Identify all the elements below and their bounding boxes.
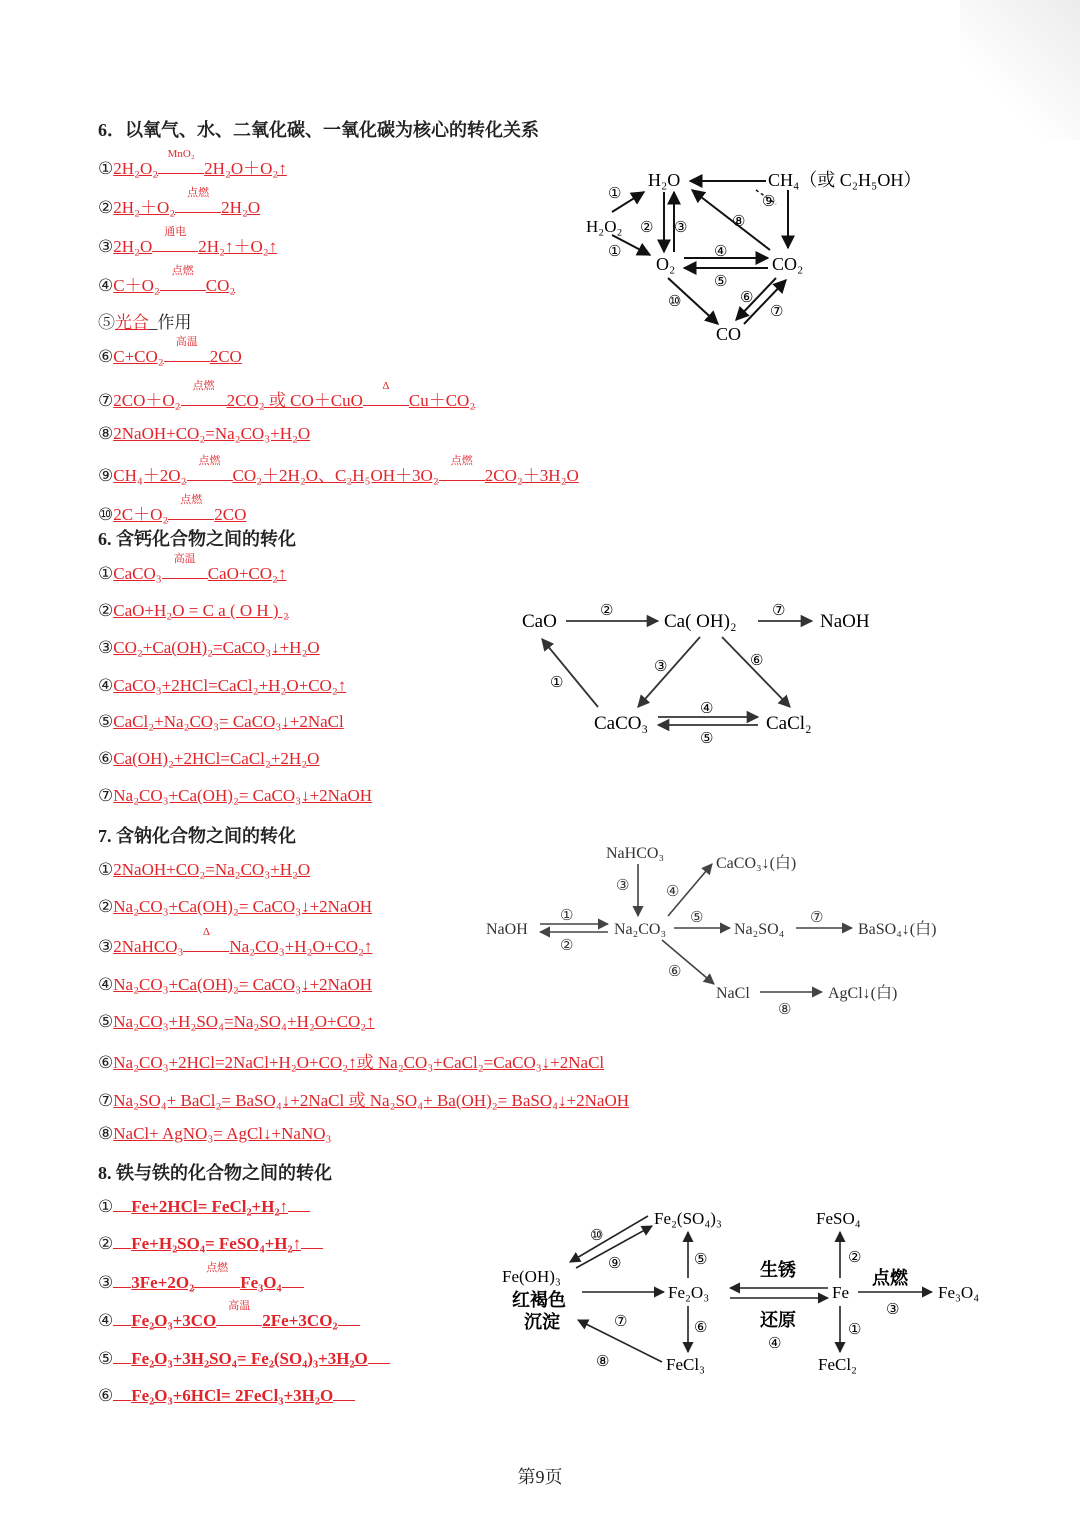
equation-text: 2CO₂ 或 CO＋CuO xyxy=(226,391,363,410)
blank-underline xyxy=(113,1311,131,1326)
node-h2o: H₂O xyxy=(648,170,681,190)
label-5: ⑤ xyxy=(690,910,704,926)
equation-text: 2CO₂＋3H₂O xyxy=(484,466,579,485)
equation-number: ⑤ xyxy=(98,313,115,332)
label-6: ⑥ xyxy=(694,1320,708,1336)
label-3: ③ xyxy=(674,220,688,236)
label-rust: 生锈 xyxy=(760,1260,796,1280)
equation-number: ⑧ xyxy=(98,1124,114,1143)
condition-line xyxy=(168,510,214,520)
equation-number: ⑥ xyxy=(98,749,114,768)
node-naoh: NaOH xyxy=(820,611,870,632)
label-8: ⑧ xyxy=(732,214,746,230)
label-red-brown: 红褐色 xyxy=(512,1290,566,1310)
reaction-condition xyxy=(160,265,206,296)
equation-row xyxy=(98,676,346,696)
equation-number: ② xyxy=(98,1234,114,1253)
condition-text: 高温 xyxy=(228,1300,251,1312)
label-9: ⑨ xyxy=(608,1256,622,1272)
node-fe2so43: Fe₂(SO₄)₃ xyxy=(654,1209,722,1228)
node-nacl: NaCl xyxy=(716,985,750,1002)
equation-text: CaCO₃+2HCl=CaCl₂+H₂O+CO₂↑ xyxy=(113,676,347,695)
equation-number: ⑥ xyxy=(98,1053,114,1072)
equation-text: CO₂+Ca(OH)₂=CaCO₃↓+H₂O xyxy=(113,638,320,657)
label-8: ⑧ xyxy=(596,1354,610,1370)
blank-underline xyxy=(113,1197,131,1212)
node-co2: CO₂ xyxy=(772,254,804,274)
page-number: 第9页 xyxy=(517,1467,563,1487)
node-na2so4: Na₂SO₄ xyxy=(734,921,785,938)
equation-number: ⑦ xyxy=(98,786,114,805)
calcium-diagram xyxy=(520,595,900,745)
equation-text: Na₂CO₃+H₂O+CO₂↑ xyxy=(229,937,373,956)
equation-text: Fe+2HCl= FeCl₂+H₂↑ xyxy=(131,1197,289,1216)
equation-number: ③ xyxy=(98,237,114,256)
arrow-co2-to-h2o xyxy=(692,190,770,250)
equation-number: ④ xyxy=(98,1311,114,1330)
condition-text: 通电 xyxy=(164,226,187,238)
section-title: 6. 含钙化合物之间的转化 xyxy=(98,529,296,549)
equation-text: CH₄＋2O₂ xyxy=(113,466,187,485)
equation-text: 2NaHCO₃ xyxy=(113,937,184,956)
arrow-caoh2-to-caco3 xyxy=(638,637,700,707)
reaction-condition xyxy=(152,226,198,257)
node-baso4-white: BaSO₄↓(白) xyxy=(858,921,937,938)
equation-row xyxy=(98,1012,375,1032)
node-nahco3: NaHCO₃ xyxy=(606,845,665,862)
section-title: 6．以氧气、水、二氧化碳、一氧化碳为核心的转化关系 xyxy=(98,120,539,140)
condition-line xyxy=(158,164,204,174)
condition-text: 点燃 xyxy=(192,380,215,392)
condition-line xyxy=(162,569,208,579)
equation-number: ④ xyxy=(98,975,114,994)
equation-row xyxy=(98,424,310,444)
equation-text: CO₂＋2H₂O、C₂H₅OH＋3O₂ xyxy=(232,466,439,485)
label-4: ④ xyxy=(700,701,714,717)
label-5: ⑤ xyxy=(700,731,714,747)
equation-text: Fe₂O₃+3H₂SO₄= Fe₂(SO₄)₃+3H₂O xyxy=(131,1349,368,1368)
equation-row xyxy=(98,226,278,257)
oxygen-cycle-diagram xyxy=(580,160,960,350)
reaction-condition xyxy=(216,1300,262,1331)
equation-row xyxy=(98,1386,355,1406)
label-6: ⑥ xyxy=(750,653,764,669)
equation-row xyxy=(98,148,287,179)
equation-number: ① xyxy=(98,159,114,178)
node-fecl2: FeCl₂ xyxy=(818,1355,857,1374)
node-naoh: NaOH xyxy=(486,921,528,938)
equation-number: ⑥ xyxy=(98,1386,114,1405)
equation-row xyxy=(98,380,476,411)
blank-underline xyxy=(368,1349,390,1364)
node-fe3o4: Fe₃O₄ xyxy=(938,1283,980,1302)
condition-text: 点燃 xyxy=(180,494,203,506)
equation-text: 3Fe+2O₂ xyxy=(131,1273,195,1292)
equation-text: Fe+H₂SO₄= FeSO₄+H₂↑ xyxy=(131,1234,302,1253)
node-caco3: CaCO₃ xyxy=(594,713,649,734)
reaction-condition xyxy=(158,148,204,179)
arrow-caoh2-to-cacl2 xyxy=(722,637,790,707)
equation-number: ③ xyxy=(98,937,114,956)
label-7: ⑦ xyxy=(614,1314,628,1330)
equation-row xyxy=(98,975,372,995)
equation-number: ⑩ xyxy=(98,505,114,524)
blank-underline xyxy=(113,1386,131,1401)
label-1a: ① xyxy=(608,186,622,202)
reaction-condition xyxy=(162,553,208,584)
reaction-condition xyxy=(187,455,233,486)
equation-row xyxy=(98,1197,310,1217)
blank-underline xyxy=(282,1273,304,1288)
equation-row xyxy=(98,897,372,917)
label-6: ⑥ xyxy=(740,290,754,306)
blank-underline xyxy=(338,1311,360,1326)
condition-line xyxy=(175,203,221,213)
equation-number: ④ xyxy=(98,676,114,695)
equation-number: ③ xyxy=(98,1273,114,1292)
equation-row xyxy=(98,187,261,218)
node-caoh2: Ca( OH)₂ xyxy=(664,611,737,632)
equation-text: 2NaOH+CO₂=Na₂CO₃+H₂O xyxy=(113,860,311,879)
node-cacl2: CaCl₂ xyxy=(766,713,812,734)
equation-text: _作用 xyxy=(149,313,192,332)
equation-text: CaCl₂+Na₂CO₃= CaCO₃↓+2NaCl xyxy=(113,712,344,731)
node-caco3-white: CaCO₃↓(白) xyxy=(716,855,797,872)
label-4: ④ xyxy=(768,1336,782,1352)
node-feoh3: Fe(OH)₃ xyxy=(502,1267,561,1286)
node-o2: O₂ xyxy=(656,254,676,274)
condition-text: 高温 xyxy=(173,553,196,565)
condition-line xyxy=(160,281,206,291)
equation-text: CaCO₃ xyxy=(113,564,162,583)
label-10: ⑩ xyxy=(590,1228,604,1244)
equation-row xyxy=(98,1234,323,1254)
reaction-condition xyxy=(175,187,221,218)
equation-number: ① xyxy=(98,564,114,583)
equation-row xyxy=(98,926,373,957)
page-corner-shadow xyxy=(960,0,1080,140)
equation-number: ⑤ xyxy=(98,1349,114,1368)
label-6: ⑥ xyxy=(668,964,682,980)
equation-text: Fe₂O₃+3CO xyxy=(131,1311,217,1330)
blank-underline xyxy=(301,1234,323,1249)
equation-row xyxy=(98,336,242,367)
condition-line xyxy=(216,1316,262,1326)
label-3: ③ xyxy=(886,1302,900,1318)
condition-line xyxy=(181,396,227,406)
label-7: ⑦ xyxy=(772,603,786,619)
equation-row xyxy=(98,712,344,732)
equation-text: 2H₂O xyxy=(113,237,153,256)
label-2: ② xyxy=(848,1250,862,1266)
label-4: ④ xyxy=(714,244,728,260)
label-9: ⑨ xyxy=(762,194,776,210)
label-4: ④ xyxy=(666,884,680,900)
equation-text: 2CO xyxy=(209,347,242,366)
equation-text: Fe₃O₄ xyxy=(240,1273,282,1292)
label-1: ① xyxy=(550,675,564,691)
equation-number: ③ xyxy=(98,638,114,657)
equation-text: NaCl+ AgNO₃= AgCl↓+NaNO₃ xyxy=(113,1124,332,1143)
label-5: ⑤ xyxy=(694,1252,708,1268)
condition-text: 点燃 xyxy=(450,455,473,467)
equation-row xyxy=(98,638,320,658)
equation-text: 2CO xyxy=(214,505,247,524)
label-2: ② xyxy=(560,938,574,954)
label-burn: 点燃 xyxy=(872,1268,908,1288)
equation-text: Na₂CO₃+Ca(OH)₂= CaCO₃↓+2NaOH xyxy=(113,975,373,994)
node-cao: CaO xyxy=(522,611,557,632)
blank-underline xyxy=(113,1234,131,1249)
label-3: ③ xyxy=(616,878,630,894)
equation-text: 2H₂O xyxy=(221,198,261,217)
equation-number: ② xyxy=(98,198,114,217)
equation-row xyxy=(98,494,247,525)
equation-text: C+CO₂ xyxy=(113,347,164,366)
node-fecl3: FeCl₃ xyxy=(666,1355,705,1374)
condition-line xyxy=(194,1278,240,1288)
condition-line xyxy=(152,242,198,252)
equation-number: ⑧ xyxy=(98,424,114,443)
equation-row xyxy=(98,1300,360,1331)
equation-number: ⑦ xyxy=(98,1091,114,1110)
label-precipitate: 沉淀 xyxy=(524,1312,560,1332)
equation-text: Fe₂O₃+6HCl= 2FeCl₃+3H₂O xyxy=(131,1386,334,1405)
equation-text: CaO+CO₂↑ xyxy=(207,564,287,583)
equation-row xyxy=(98,786,372,806)
label-8: ⑧ xyxy=(778,1002,792,1018)
condition-line xyxy=(439,471,485,481)
equation-text: C＋O₂ xyxy=(113,276,160,295)
equation-row xyxy=(98,860,310,880)
arrow-caco3-to-cao xyxy=(542,639,598,707)
node-agcl-white: AgCl↓(白) xyxy=(828,985,898,1002)
node-ch4: CH₄（或 C₂H₅OH） xyxy=(768,170,922,190)
equation-text: Na₂CO₃+H₂SO₄=Na₂SO₄+H₂O+CO₂↑ xyxy=(113,1012,375,1031)
reaction-condition xyxy=(181,380,227,411)
condition-line xyxy=(183,942,229,952)
equation-row xyxy=(98,553,287,584)
equation-number: ② xyxy=(98,897,114,916)
condition-text: 高温 xyxy=(175,336,198,348)
equation-text: 2H₂O₂ xyxy=(113,159,159,178)
reaction-condition xyxy=(363,380,409,411)
node-fe2o3: Fe₂O₃ xyxy=(668,1283,710,1302)
iron-diagram xyxy=(498,1202,998,1382)
equation-row xyxy=(98,1349,390,1369)
reaction-condition xyxy=(439,455,485,486)
condition-text: 点燃 xyxy=(171,265,194,277)
condition-line xyxy=(363,396,409,406)
equation-text: 2NaOH+CO₂=Na₂CO₃+H₂O xyxy=(113,424,311,443)
equation-text: 2H₂＋O₂ xyxy=(113,198,176,217)
equation-row xyxy=(98,455,579,486)
condition-text: 点燃 xyxy=(187,187,210,199)
equation-number: ⑥ xyxy=(98,347,114,366)
label-1b: ① xyxy=(608,244,622,260)
reaction-condition xyxy=(168,494,214,525)
condition-text: 点燃 xyxy=(206,1262,229,1274)
reaction-condition xyxy=(164,336,210,367)
equation-number: ⑨ xyxy=(98,466,114,485)
node-h2o2: H₂O₂ xyxy=(586,217,623,236)
equation-row xyxy=(98,1086,629,1111)
equation-text: CO₂ xyxy=(205,276,236,295)
node-feso4: FeSO₄ xyxy=(816,1209,861,1228)
label-5: ⑤ xyxy=(714,274,728,290)
condition-text: Δ xyxy=(382,380,390,392)
equation-text: 2H₂↑＋O₂↑ xyxy=(198,237,278,256)
label-7: ⑦ xyxy=(770,304,784,320)
equation-number: ④ xyxy=(98,276,114,295)
section-title: 7. 含钠化合物之间的转化 xyxy=(98,826,296,846)
blank-underline xyxy=(333,1386,355,1401)
equation-text: Na₂CO₃+Ca(OH)₂= CaCO₃↓+2NaOH xyxy=(113,786,373,805)
equation-row xyxy=(98,1048,604,1073)
condition-text: MnO₂ xyxy=(167,148,195,160)
blank-underline xyxy=(113,1273,131,1288)
equation-text: Cu＋CO₂ xyxy=(408,391,476,410)
equation-text: Na₂CO₃+Ca(OH)₂= CaCO₃↓+2NaOH xyxy=(113,897,373,916)
equation-text: Ca(OH)₂+2HCl=CaCl₂+2H₂O xyxy=(113,749,320,768)
equation-text: 2H₂O＋O₂↑ xyxy=(204,159,287,178)
node-na2co3: Na₂CO₃ xyxy=(614,921,667,938)
reaction-condition xyxy=(183,926,229,957)
equation-text: 2CO＋O₂ xyxy=(113,391,181,410)
condition-text: 点燃 xyxy=(198,455,221,467)
equation-text: 光合 xyxy=(115,313,149,332)
label-10: ⑩ xyxy=(668,294,682,310)
equation-number: ⑤ xyxy=(98,712,114,731)
label-1: ① xyxy=(560,908,574,924)
label-7: ⑦ xyxy=(810,910,824,926)
equation-text: 2Fe+3CO₂ xyxy=(262,1311,338,1330)
condition-line xyxy=(164,352,210,362)
equation-row xyxy=(98,1124,331,1144)
sodium-diagram xyxy=(484,840,974,1020)
equation-row xyxy=(98,265,236,296)
equation-row xyxy=(98,749,319,769)
equation-number: ① xyxy=(98,860,114,879)
label-3: ③ xyxy=(654,659,668,675)
equation-text: Na₂CO₃+2HCl=2NaCl+H₂O+CO₂↑或 Na₂CO₃+CaCl₂=CaCO₃↓+2NaCl xyxy=(113,1053,605,1072)
equation-number: ② xyxy=(98,601,114,620)
label-reduce: 还原 xyxy=(760,1310,796,1330)
node-fe: Fe xyxy=(832,1283,849,1302)
blank-underline xyxy=(288,1197,310,1212)
reaction-condition xyxy=(194,1262,240,1293)
blank-underline xyxy=(113,1349,131,1364)
equation-number: ⑤ xyxy=(98,1012,114,1031)
label-1: ① xyxy=(848,1322,862,1338)
label-2: ② xyxy=(640,220,654,236)
equation-row xyxy=(98,1262,304,1293)
equation-row xyxy=(98,601,289,621)
condition-text: Δ xyxy=(202,926,210,938)
equation-row xyxy=(98,308,192,333)
equation-number: ⑦ xyxy=(98,391,114,410)
section-title: 8. 铁与铁的化合物之间的转化 xyxy=(98,1163,332,1183)
equation-text: 2C＋O₂ xyxy=(113,505,169,524)
condition-line xyxy=(187,471,233,481)
equation-text: Na₂SO₄+ BaCl₂= BaSO₄↓+2NaCl 或 Na₂SO₄+ Ba(OH)₂= BaSO₄↓+2NaOH xyxy=(113,1091,629,1110)
equation-number: ① xyxy=(98,1197,114,1216)
node-co: CO xyxy=(716,324,742,344)
equation-text: CaO+H₂O = C a ( O H ) ₂ xyxy=(113,601,289,620)
label-2: ② xyxy=(600,603,614,619)
